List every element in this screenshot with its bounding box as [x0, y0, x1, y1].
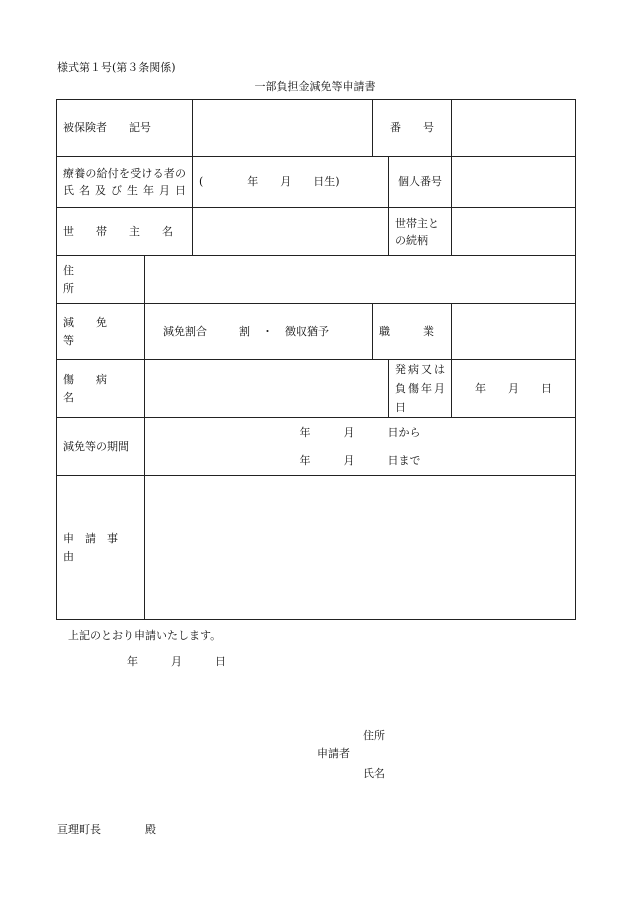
number-label: 番 号 — [373, 100, 452, 157]
option-separator: ・ — [262, 324, 273, 338]
personal-number-label: 個人番号 — [389, 157, 452, 208]
statement: 上記のとおり申請いたします。 — [68, 629, 222, 642]
recipient-label: 療養の給付を受ける者の氏名及び生年月日 — [57, 157, 193, 208]
reason-label: 申 請 事 由 — [57, 476, 145, 620]
period-from: 年 月 日から — [299, 425, 421, 439]
applicant-address-label: 住所 — [363, 729, 385, 742]
address-field[interactable] — [145, 256, 576, 304]
ratio-unit: 割 — [239, 324, 250, 338]
form-number: 様式第１号(第３条関係) — [57, 61, 176, 74]
reason-field[interactable] — [145, 476, 576, 620]
addressee: 亘理町長 殿 — [57, 823, 156, 836]
household-head-field[interactable] — [193, 208, 389, 256]
row-insured — [57, 100, 576, 157]
applicant-label: 申請者 — [317, 747, 350, 760]
personal-number-field[interactable] — [452, 157, 576, 208]
number-field[interactable] — [452, 100, 576, 157]
document-title: 一部負担金減免等申請書 — [254, 80, 376, 93]
birth-date-field[interactable]: ( 年 月 日生) — [193, 157, 389, 208]
disease-field[interactable] — [145, 360, 389, 418]
period-label: 減免等の期間 — [57, 418, 145, 476]
relation-field[interactable] — [452, 208, 576, 256]
onset-label: 発病又は負傷年月日 — [389, 360, 452, 418]
row-period — [57, 418, 576, 476]
reduction-label: 減 免 等 — [57, 304, 145, 360]
insured-symbol-label: 被保険者 記号 — [57, 100, 193, 157]
period-to: 年 月 日まで — [299, 453, 421, 467]
application-date: 年 月 日 — [127, 655, 226, 668]
reduction-options[interactable] — [145, 304, 373, 360]
row-household-head — [57, 208, 576, 256]
row-recipient — [57, 157, 576, 208]
disease-label: 傷 病 名 — [57, 360, 145, 418]
row-disease — [57, 360, 576, 418]
row-address — [57, 256, 576, 304]
applicant-name-label: 氏名 — [363, 767, 385, 780]
insured-symbol-field[interactable] — [193, 100, 373, 157]
deferment-label: 徴収猶予 — [285, 324, 329, 338]
row-reduction — [57, 304, 576, 360]
row-reason — [57, 476, 576, 620]
onset-date-field[interactable]: 年 月 日 — [452, 360, 576, 418]
address-label: 住 所 — [57, 256, 145, 304]
household-head-label: 世 帯 主 名 — [57, 208, 193, 256]
application-form-table — [56, 99, 576, 620]
relation-label: 世帯主との続柄 — [389, 208, 452, 256]
period-field[interactable] — [145, 418, 576, 476]
reduction-ratio-label: 減免割合 — [163, 324, 207, 338]
occupation-field[interactable] — [452, 304, 576, 360]
occupation-label: 職 業 — [373, 304, 452, 360]
